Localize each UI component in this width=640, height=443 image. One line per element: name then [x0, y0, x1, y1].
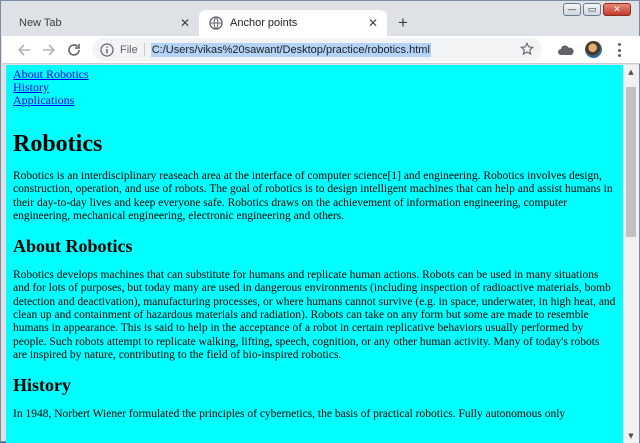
arrow-left-icon[interactable] [14, 40, 34, 60]
window-controls [563, 3, 631, 16]
history-paragraph: In 1948, Norbert Wiener formulated the principles of cybernetics, the basis of practical robotics. Fully autonomous only [13, 408, 566, 421]
page-viewport [6, 65, 623, 443]
file-label: File [120, 43, 138, 56]
new-tab-button[interactable]: + [398, 13, 408, 32]
link-about-robotics[interactable]: About Robotics [13, 67, 89, 81]
minimize-button[interactable]: — [563, 3, 581, 16]
about-heading: About Robotics [13, 236, 133, 257]
tab-strip [1, 1, 639, 36]
maximize-button[interactable]: ▭ [583, 3, 601, 16]
info-icon[interactable] [100, 43, 114, 57]
page-title: Robotics [13, 131, 103, 157]
browser-toolbar [2, 36, 640, 64]
link-applications[interactable]: Applications [13, 93, 75, 107]
history-heading: History [13, 375, 71, 396]
link-history[interactable]: History [13, 80, 49, 94]
star-icon[interactable] [520, 42, 534, 56]
address-bar[interactable] [92, 38, 542, 61]
tab-anchor-points[interactable] [199, 10, 387, 36]
close-window-button[interactable]: ✕ [603, 3, 631, 16]
page-content [6, 65, 623, 422]
omnibox-divider [144, 43, 145, 56]
scroll-up-arrow-icon[interactable]: ▲ [628, 68, 634, 76]
scroll-down-arrow-icon[interactable]: ▼ [628, 432, 634, 440]
avatar[interactable] [585, 41, 602, 58]
url-text[interactable]: C:/Users/vikas%20sawant/Desktop/practice/robotics.html [151, 43, 430, 56]
about-paragraph: Robotics develops machines that can substitute for humans and replicate human actions. Robots can be used in many situations and for lots of purposes, but today many are used in dangerous environments (including inspection of radioactive materials, bomb detection and deactivation), manufacturing processes, or where humans cannot survive (e.g. in space, underwater, in high heat, and clean up and containment of hazardous materials and radiation). Robots can take on any form but some are made to resemble humans in appearance. This is said to help in the acceptance of a robot in certain replicative behaviors usually performed by people. Such robots attempt to replicate walking, lifting, speech, cognition, or any other human activity. Many of today's robots are inspired by nature, contributing to the field of bio-inspired robotics. [13, 269, 616, 361]
vertical-scrollbar[interactable] [623, 65, 639, 443]
tab-new-tab[interactable] [9, 10, 199, 36]
tab-title: New Tab [19, 17, 62, 29]
intro-paragraph: Robotics is an interdisciplinary reaseach area at the interface of computer science[1] and engineering. Robotics involves design, construction, operation, and use of robots. The goal of robotics is to design intelligent machines that can help and assist humans in their day-to-day lives and keep everyone safe. Robotics draws on the achievement of information engineering, computer engineering, mechanical engineering, electronic engineering and others. [13, 170, 613, 222]
menu-dots-icon[interactable] [614, 42, 624, 58]
arrow-right-icon[interactable] [39, 40, 59, 60]
tab-close-icon[interactable]: ✕ [367, 16, 379, 30]
globe-icon [209, 16, 223, 30]
tab-close-icon[interactable]: ✕ [179, 16, 191, 30]
extension-icon[interactable] [557, 41, 575, 59]
tab-title: Anchor points [230, 17, 298, 29]
scrollbar-thumb[interactable] [626, 87, 636, 237]
reload-icon[interactable] [64, 40, 84, 60]
